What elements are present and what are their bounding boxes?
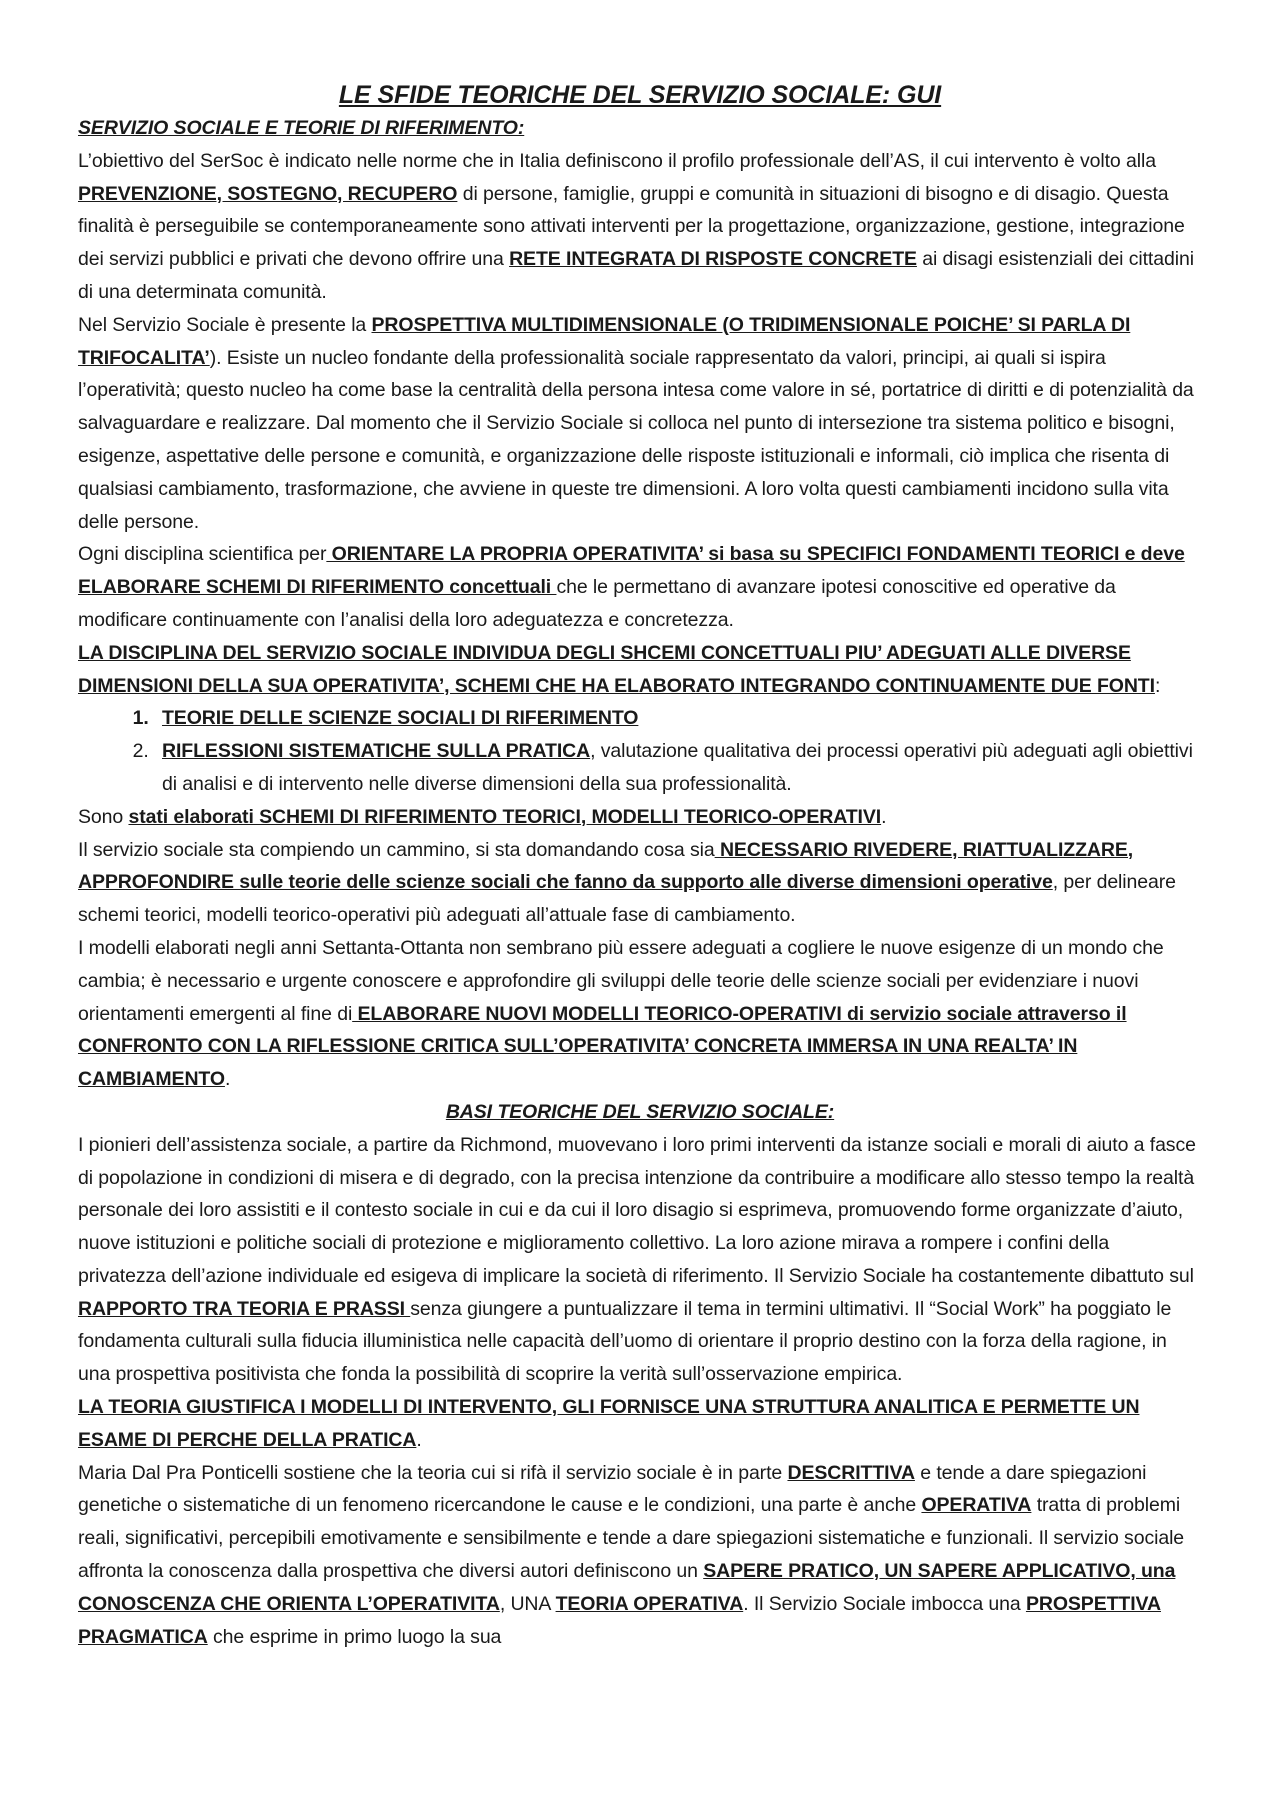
paragraph-dal-pra-ponticelli: Maria Dal Pra Ponticelli sostiene che la teoria cui si rifà il servizio sociale è in parte DESCRITTIVA e tende a dare spiegazioni genetiche o sistematiche di un fenomeno ricercandone le cause e le condizioni, una parte è anche OPERATIVA tratta di problemi reali, significativi, percepibili emotivamente e sensibilmente e tende a dare spiegazioni sistematiche e funzionali. Il servizio sociale affronta la conoscenza dalla prospettiva che diversi autori definiscono un SAPERE PRATICO, UN SAPERE APPLICATIVO, una CONOSCENZA CHE ORIENTA L’OPERATIVITA, UNA TEORIA OPERATIVA. Il Servizio Sociale imbocca una PROSPETTIVA PRAGMATICA che esprime in primo luogo la sua [78,1461,1185,1648]
list-item: 1. TEORIE DELLE SCIENZE SOCIALI DI RIFERIMENTO [154,702,1202,735]
paragraph-obiettivo: L’obiettivo del SerSoc è indicato nelle norme che in Italia definiscono il profilo professionale dell’AS, il cui intervento è volto alla PREVENZIONE, SOSTEGNO, RECUPERO di persone, famiglie, gruppi e comunità in situazioni di bisogno e di disagio. Questa finalità è perseguibile se contemporaneamente sono attivati interventi per la progettazione, organizzazione, gestione, integrazione dei servizi pubblici e privati che devono offrire una RETE INTEGRATA DI RISPOSTE CONCRETE ai disagi esistenziali dei cittadini di una determinata comunità. [78,149,1194,303]
emphasis-schemi-concettuali: LA DISCIPLINA DEL SERVIZIO SOCIALE INDIVIDUA DEGLI SHCEMI CONCETTUALI PIU’ ADEGUATI ALLE DIVERSE DIMENSIONI DELLA SUA OPERATIVITA’, SCHEMI CHE HA ELABORATO INTEGRANDO CONTINUAMENTE DUE FONTI [78,641,1155,697]
paragraph-prospettiva: Nel Servizio Sociale è presente la PROSPETTIVA MULTIDIMENSIONALE (O TRIDIMENSIONALE POICHE’ SI PARLA DI TRIFOCALITA’). Esiste un nucleo fondante della professionalità sociale rappresentato da valori, principi, ai quali si ispira l’operatività; questo nucleo ha come base la centralità della persona intesa come valore in sé, portatrice di diritti e di potenzialità da salvaguardare e realizzare. Dal momento che il Servizio Sociale si colloca nel punto di intersezione tra sistema politico e bisogni, esigenze, aspettative delle persone e comunità, e organizzazione delle risposte istituzionali e informali, ciò implica che risenta di qualsiasi cambiamento, trasformazione, che avviene in queste tre dimensioni. A loro volta questi cambiamenti incidono sulla vita delle persone. [78,313,1194,533]
emphasis-sapere-pratico: SAPERE PRATICO, UN SAPERE APPLICATIVO, una CONOSCENZA CHE ORIENTA L’OPERATIVITA [78,1560,1176,1615]
emphasis-prospettiva-pragmatica: PROSPETTIVA PRAGMATICA [78,1592,1161,1648]
page-title: LE SFIDE TEORICHE DEL SERVIZIO SOCIALE: GUI [338,81,942,109]
paragraph-pionieri: I pionieri dell’assistenza sociale, a partire da Richmond, muovevano i loro primi interventi da istanze sociali e morali di aiuto a fasce di popolazione in condizioni di misera e di degrado, con la precisa intenzione da contribuire a modificare allo stesso tempo la realtà personale dei loro assistiti e il contesto sociale in cui e da cui il loro disagio si esprimeva, promuovendo forme organizzate d’aiuto, nuove istituzioni e politiche sociali di protezione e miglioramento collettivo. La loro azione mirava a rompere i confini della privatezza dell’azione individuale ed esigeva di implicare la società di riferimento. Il Servizio Sociale ha costantemente dibattuto sul RAPPORTO TRA TEORIA E PRASSI senza giungere a puntualizzare il tema in termini ultimativi. Il “Social Work” ha poggiato le fondamenta culturali sulla fiducia illuministica nelle capacità dell’uomo di orientare il proprio destino con la forza della ragione, in una prospettiva positivista che fonda la possibilità di scoprire la verità sull’osservazione empirica. [78,1133,1196,1386]
emphasis-teoria-giustifica: LA TEORIA GIUSTIFICA I MODELLI DI INTERVENTO, GLI FORNISCE UNA STRUTTURA ANALITICA E PERMETTE UN ESAME DI PERCHE DELLA PRATICA [78,1396,1140,1451]
paragraph-disciplina-scientifica: Ogni disciplina scientifica per ORIENTARE LA PROPRIA OPERATIVITA’ si basa su SPECIFICI FONDAMENTI TEORICI e deve ELABORARE SCHEMI DI RIFERIMENTO concettuali che le permettano di avanzare ipotesi conoscitive ed operative da modificare continuamente con l’analisi della loro adeguatezza e concretezza. [78,543,1185,631]
paragraph-cammino: Il servizio sociale sta compiendo un cammino, si sta domandando cosa sia NECESSARIO RIVEDERE, RIATTUALIZZARE, APPROFONDIRE sulle teorie delle scienze sociali che fanno da supporto alle diverse dimensioni operative, per delineare schemi teorici, modelli teorico-operativi più adeguati all’attuale fase di cambiamento. [78,838,1176,927]
paragraph-modelli-anni-settanta: I modelli elaborati negli anni Settanta-Ottanta non sembrano più essere adeguati a cogliere le nuove esigenze di un mondo che cambia; è necessario e urgente conoscere e approfondire gli sviluppi delle teorie delle scienze sociali per evidenziare i nuovi orientamenti emergenti al fine di ELABORARE NUOVI MODELLI TEORICO-OPERATIVI di servizio sociale attraverso il CONFRONTO CON LA RIFLESSIONE CRITICA SULL’OPERATIVITA’ CONCRETA IMMERSA IN UNA REALTA’ IN CAMBIAMENTO. [78,936,1164,1091]
list-item: 2. RIFLESSIONI SISTEMATICHE SULLA PRATICA, valutazione qualitativa dei processi operativi più adeguati agli obiettivi di analisi e di intervento nelle diverse dimensioni della sua professionalità. [154,735,1202,801]
emphasis-necessario-rivedere: NECESSARIO RIVEDERE, RIATTUALIZZARE, APPROFONDIRE sulle teorie delle scienze sociali che fanno da supporto alle diverse dimensioni operative [78,838,1134,894]
fonti-list [78,702,1202,800]
paragraph-schemi-elaborati: Sono stati elaborati SCHEMI DI RIFERIMENTO TEORICI, MODELLI TEORICO-OPERATIVI. [78,805,887,828]
emphasis-teoria-operativa: TEORIA OPERATIVA [555,1592,744,1615]
emphasis-operativa: OPERATIVA [921,1494,1032,1517]
emphasis-rete-integrata: RETE INTEGRATA DI RISPOSTE CONCRETE [509,248,917,271]
paragraph-disciplina-servizio-sociale: LA DISCIPLINA DEL SERVIZIO SOCIALE INDIVIDUA DEGLI SHCEMI CONCETTUALI PIU’ ADEGUATI ALLE DIVERSE DIMENSIONI DELLA SUA OPERATIVITA’, SCHEMI CHE HA ELABORATO INTEGRANDO CONTINUAMENTE DUE FONTI: [78,641,1161,697]
emphasis-orientare-operativita: ORIENTARE LA PROPRIA OPERATIVITA’ si basa su SPECIFICI FONDAMENTI TEORICI e deve ELABORARE SCHEMI DI RIFERIMENTO concettuali [78,543,1185,599]
emphasis-nuovi-modelli: ELABORARE NUOVI MODELLI TEORICO-OPERATIVI di servizio sociale attraverso il CONFRONTO CON LA RIFLESSIONE CRITICA SULL’OPERATIVITA’ CONCRETA IMMERSA IN UNA REALTA’ IN CAMBIAMENTO [78,1002,1127,1091]
emphasis-schemi-teorici: stati elaborati SCHEMI DI RIFERIMENTO TEORICI, MODELLI TEORICO-OPERATIVI [128,805,882,828]
paragraph-teoria-giustifica: LA TEORIA GIUSTIFICA I MODELLI DI INTERVENTO, GLI FORNISCE UNA STRUTTURA ANALITICA E PERMETTE UN ESAME DI PERCHE DELLA PRATICA. [78,1396,1140,1451]
section-heading-teorie-riferimento: SERVIZIO SOCIALE E TEORIE DI RIFERIMENTO: [78,117,525,139]
emphasis-teoria-prassi: RAPPORTO TRA TEORIA E PRASSI [78,1297,411,1320]
emphasis-prospettiva-multidimensionale: PROSPETTIVA MULTIDIMENSIONALE (O TRIDIMENSIONALE POICHE’ SI PARLA DI TRIFOCALITA’ [78,313,1131,369]
section-heading-basi-teoriche: BASI TEORICHE DEL SERVIZIO SOCIALE: [445,1100,835,1123]
emphasis-prevenzione: PREVENZIONE, SOSTEGNO, RECUPERO [78,182,458,205]
emphasis-descrittiva: DESCRITTIVA [787,1461,915,1484]
